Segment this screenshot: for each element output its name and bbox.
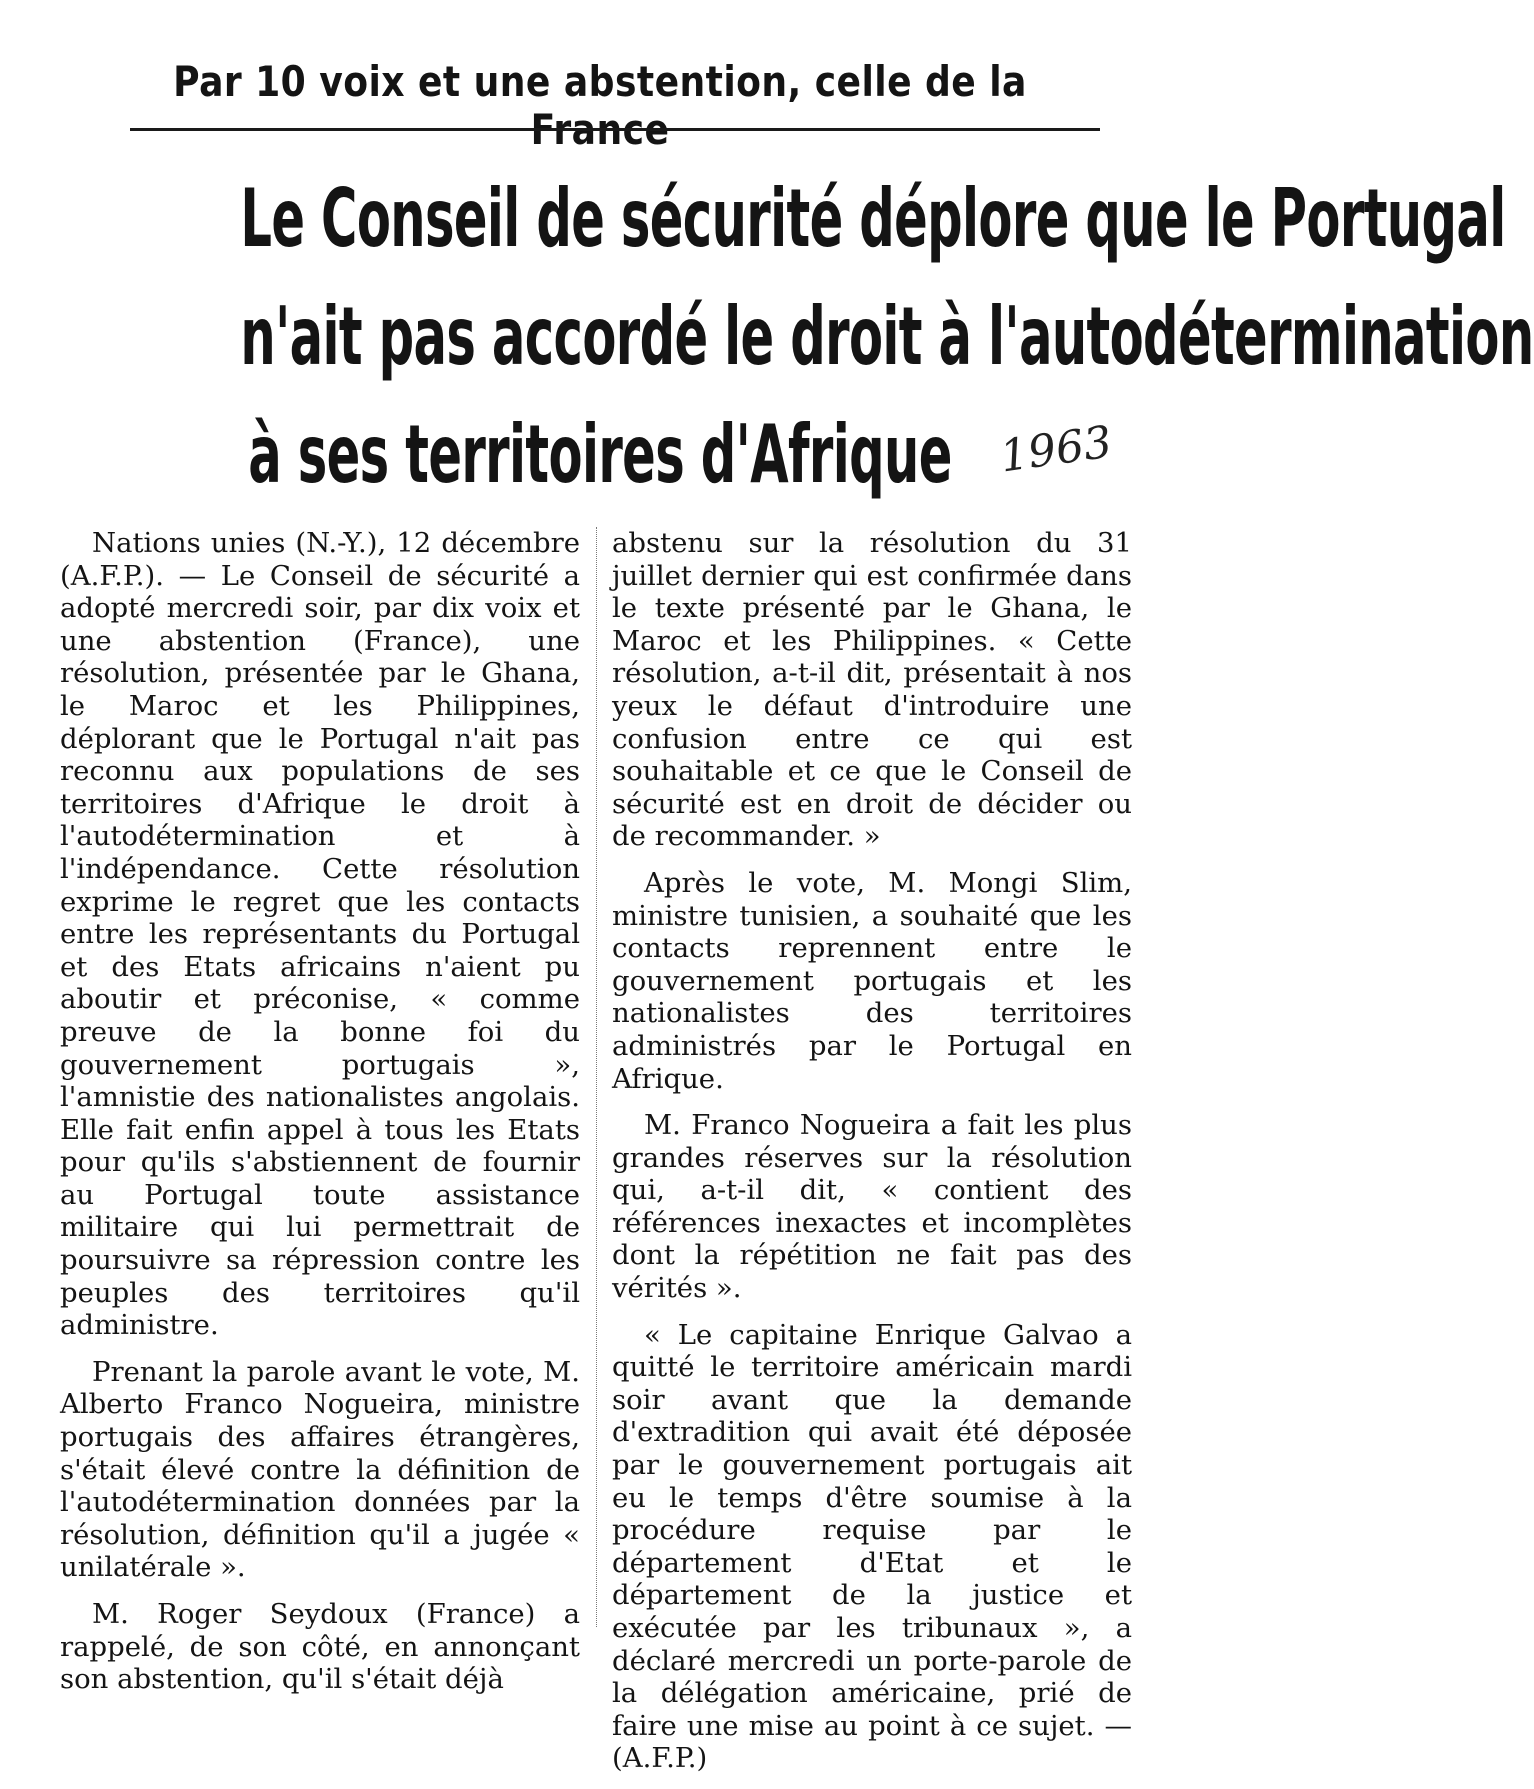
- left-paragraph-1: Nations unies (N.-Y.), 12 décembre (A.F.P.). — Le Conseil de sécurité a adopté mercredi soir, par dix voix et une abstention (France), une résolution, présentée par le Ghana, le Maroc et les Philippines, déplorant que le Portugal n'ait pas reconnu aux populations de ses territoires d'Afrique le droit à l'autodétermination et à l'indépendance. Cette résolution exprime le regret que les contacts entre les représentants du Portugal et des Etats africains n'aient pu aboutir et préconise, « comme preuve de la bonne foi du gouvernement portugais », l'amnistie des nationalistes angolais. Elle fait enfin appel à tous les Etats pour qu'ils s'abstiennent de fournir au Portugal toute assistance militaire qui lui permettrait de poursuivre sa répression contre les peuples des territoires qu'il administre.: [60, 527, 580, 1342]
- article-right-column: [612, 527, 1132, 1789]
- overline-title: Par 10 voix et une abstention, celle de la France: [173, 57, 1027, 154]
- headline-line-1: Le Conseil de sécurité déplore que le Portugal: [240, 172, 1506, 265]
- headline-line-3: à ses territoires d'Afrique: [248, 408, 952, 501]
- right-paragraph-3: M. Franco Nogueira a fait les plus grandes réserves sur la résolution qui, a-t-il dit, « contient des références inexactes et incomplètes dont la répétition ne fait pas des vérités ».: [612, 1109, 1132, 1305]
- headline-line-2: n'ait pas accordé le droit à l'autodétermination: [240, 290, 1534, 383]
- left-paragraph-3: M. Roger Seydoux (France) a rappelé, de son côté, en annonçant son abstention, qu'il s'était déjà: [60, 1598, 580, 1696]
- handwritten-year-annotation: 1963: [996, 416, 1115, 483]
- right-paragraph-4: « Le capitaine Enrique Galvao a quitté le territoire américain mardi soir avant que la demande d'extradition qui avait été déposée par le gouvernement portugais ait eu le temps d'être soumise à la procédure requise par le département d'Etat et le département de la justice et exécutée par les tribunaux », a déclaré mercredi un porte-parole de la délégation américaine, prié de faire une mise au point à ce sujet. — (A.F.P.): [612, 1318, 1132, 1775]
- right-paragraph-2: Après le vote, M. Mongi Slim, ministre tunisien, a souhaité que les contacts reprennent entre le gouvernement portugais et les nationalistes des territoires administrés par le Portugal en Afrique.: [612, 866, 1132, 1095]
- article-body: [60, 527, 1160, 1775]
- right-paragraph-1: abstenu sur la résolution du 31 juillet dernier qui est confirmée dans le texte présenté par le Ghana, le Maroc et les Philippines. « Cette résolution, a-t-il dit, présentait à nos yeux le défaut d'introduire une confusion entre ce qui est souhaitable et ce que le Conseil de sécurité est en droit de décider ou de recommander. »: [612, 527, 1132, 853]
- left-paragraph-2: Prenant la parole avant le vote, M. Alberto Franco Nogueira, ministre portugais des affaires étrangères, s'était élevé contre la définition de l'autodétermination données par la résolution, définition qu'il a jugée « unilatérale ».: [60, 1355, 580, 1584]
- column-divider: [596, 527, 597, 1627]
- headline-rule: [130, 128, 1100, 131]
- article-left-column: [60, 527, 580, 1710]
